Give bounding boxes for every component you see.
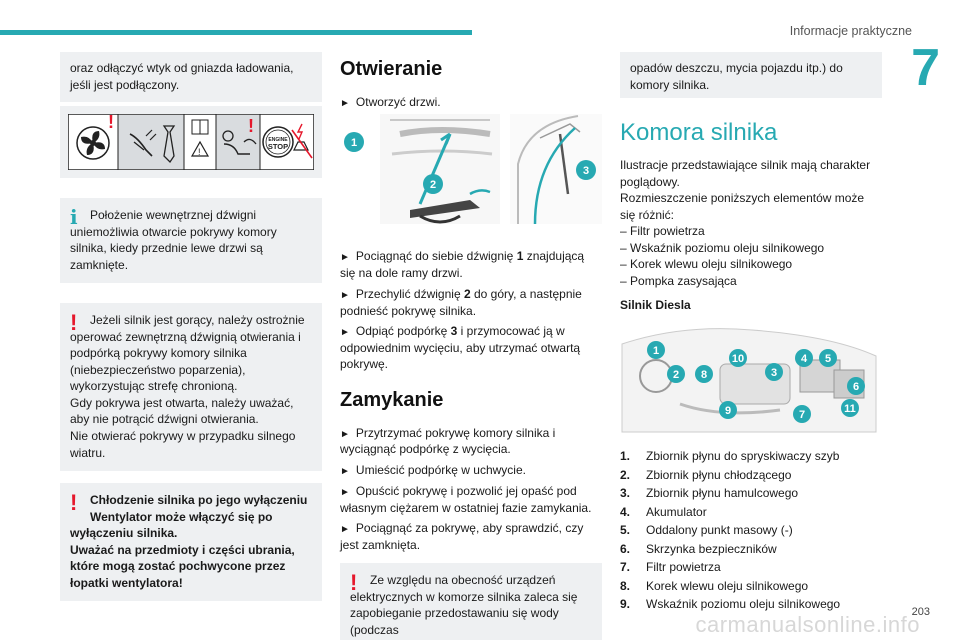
callout-engine-1 xyxy=(647,341,665,359)
fan-note-text-2: Uważać na przedmioty i części ubrania, które mogą zostać pochwycone przez łopatki wentylatora! xyxy=(70,542,295,590)
column-3 xyxy=(620,52,882,615)
svg-text:!: ! xyxy=(248,116,254,136)
warning-note-hot-engine xyxy=(60,303,322,471)
list-item: 2. Zbiornik płynu chłodzącego xyxy=(620,467,792,482)
svg-text:6: 6 xyxy=(852,381,860,394)
list-item: – Pompka zasysająca xyxy=(620,273,737,288)
opening-step-1: ► Pociągnąć do siebie dźwignię 1 znajdującą się na dole ramy drzwi. xyxy=(340,249,585,281)
arrow-right-icon: ► xyxy=(340,465,350,477)
warning-exclamation-icon: ! xyxy=(70,490,78,516)
svg-text:11: 11 xyxy=(844,403,856,416)
column-2 xyxy=(340,52,602,640)
heading-closing: Zamykanie xyxy=(340,388,444,411)
svg-text:!: ! xyxy=(108,114,114,132)
opening-step-2: ► Przechylić dźwignię 2 do góry, a następnie podnieść pokrywę silnika. xyxy=(340,286,582,318)
callout-engine-7 xyxy=(793,405,811,423)
opening-step-3: ► Odpiąć podpórkę 3 i przymocować ją w odpowiednim wycięciu, aby utrzymać otwartą pokrywę. xyxy=(340,324,581,372)
engine-intro-2: Rozmieszczenie poniższych elementów może się różnić: xyxy=(620,191,865,222)
callout-engine-2 xyxy=(667,365,685,383)
list-item: 3. Zbiornik płynu hamulcowego xyxy=(620,486,799,501)
list-item: 8. Korek wlewu oleju silnikowego xyxy=(620,578,809,593)
callout-engine-11 xyxy=(841,399,859,417)
continued-warning-box xyxy=(620,52,882,98)
list-item: 5. Oddalony punkt masowy (-) xyxy=(620,523,793,538)
column-1 xyxy=(60,52,322,601)
svg-text:9: 9 xyxy=(724,405,732,418)
continued-warning-text: opadów deszczu, mycia pojazdu itp.) do komory silnika. xyxy=(630,61,843,92)
warning-pictograms xyxy=(68,114,314,170)
list-item: – Korek wlewu oleju silnikowego xyxy=(620,257,793,272)
svg-text:5: 5 xyxy=(824,353,832,366)
intro-text: oraz odłączyć wtyk od gniazda ładowania, jeśli jest podłączony. xyxy=(70,61,294,92)
opening-step-0: ► Otworzyć drzwi. xyxy=(340,94,441,109)
svg-text:8: 8 xyxy=(700,369,708,382)
warning-exclamation-icon: ! xyxy=(350,570,358,596)
section-title: Informacje praktyczne xyxy=(789,24,912,38)
callout-3 xyxy=(576,160,596,180)
closing-step-3: ► Opuścić pokrywę i pozwolić jej opaść pod własnym ciężarem w ostatniej fazie zamykania. xyxy=(340,483,592,515)
svg-text:3: 3 xyxy=(582,165,590,178)
warning-note-fan xyxy=(60,483,322,601)
arrow-right-icon: ► xyxy=(340,428,350,440)
info-icon: i xyxy=(70,205,78,229)
chapter-number: 7 xyxy=(911,39,940,97)
warning-exclamation-icon: ! xyxy=(70,310,78,336)
engine-stop-icon xyxy=(263,127,293,157)
list-item: 1. Zbiornik płynu do spryskiwaczy szyb xyxy=(620,449,840,464)
callout-engine-5 xyxy=(819,349,837,367)
diesel-engine-illustration xyxy=(620,324,882,434)
fan-note-text-1: Wentylator może włączyć się po wyłączeniu silnika. xyxy=(70,509,273,541)
arrow-right-icon: ► xyxy=(340,289,350,301)
continued-text-box xyxy=(60,52,322,102)
warning-note-text-3: Nie otwierać pokrywy w przypadku silnego wiatru. xyxy=(70,429,296,460)
svg-text:!: ! xyxy=(198,147,201,157)
arrow-right-icon: ► xyxy=(340,97,350,109)
list-item: 4. Akumulator xyxy=(620,504,707,519)
callout-engine-9 xyxy=(719,401,737,419)
closing-step-1: ► Przytrzymać pokrywę komory silnika i wyciągnąć podpórkę z wycięcia. xyxy=(340,425,556,457)
info-note-text: Położenie wewnętrznej dźwigni uniemożliwia otwarcie pokrywy komory silnika, kiedy przednie lewe drzwi są zamknięte. xyxy=(70,208,277,272)
closing-step-2: ► Umieścić podpórkę w uchwycie. xyxy=(340,462,526,477)
heading-diesel: Silnik Diesla xyxy=(620,298,691,313)
svg-text:3: 3 xyxy=(770,367,778,380)
svg-text:1: 1 xyxy=(652,345,660,358)
engine-label-line2: STOP xyxy=(267,142,289,151)
callout-engine-8 xyxy=(695,365,713,383)
arrow-right-icon: ► xyxy=(340,327,350,339)
arrow-right-icon: ► xyxy=(340,252,350,264)
callout-engine-6 xyxy=(847,377,865,395)
callout-engine-4 xyxy=(795,349,813,367)
callout-2 xyxy=(423,174,443,194)
header-accent-bar xyxy=(0,30,472,35)
engine-label-line1: ENGINE xyxy=(268,137,288,143)
warning-pictogram-strip xyxy=(60,106,322,178)
callout-engine-10 xyxy=(729,349,747,367)
list-item: 6. Skrzynka bezpieczników xyxy=(620,541,777,556)
list-item: – Wskaźnik poziomu oleju silnikowego xyxy=(620,240,825,255)
engine-element-list xyxy=(620,223,882,289)
arrow-right-icon: ► xyxy=(340,524,350,536)
engine-components-list xyxy=(620,448,882,613)
footer-watermark: carmanualsonline.info xyxy=(695,612,920,637)
list-item: – Filtr powietrza xyxy=(620,224,705,239)
heading-opening: Otwieranie xyxy=(340,58,443,80)
svg-text:7: 7 xyxy=(798,409,806,422)
svg-text:4: 4 xyxy=(800,353,808,366)
engine-intro: Ilustracje przedstawiające silnik mają charakter poglądowy. xyxy=(620,158,871,189)
warning-note-water xyxy=(340,563,602,640)
svg-text:2: 2 xyxy=(672,369,680,382)
page-number: 203 xyxy=(911,606,930,618)
water-warning-text: Ze względu na obecność urządzeń elektrycznych w komorze silnika zaleca się zapobieganie przedostawaniu się wody (podczas xyxy=(350,573,578,638)
callout-engine-3 xyxy=(765,363,783,381)
hood-opening-illustration xyxy=(340,114,602,240)
warning-note-text-2: Gdy pokrywa jest otwarta, należy uważać, aby nie potrącić dźwigni otwierania. xyxy=(70,395,294,427)
list-item: 7. Filtr powietrza xyxy=(620,560,721,575)
closing-step-4: ► Pociągnąć za pokrywę, aby sprawdzić, czy jest zamknięta. xyxy=(340,521,584,552)
warning-note-text-1: Jeżeli silnik jest gorący, należy ostrożnie operować zewnętrzną dźwignią otwierania i podpórką pokrywy komory silnika (niebezpieczeństwo poparzenia), wykorzystując strefę chronioną. xyxy=(70,313,305,394)
heading-engine-compartment: Komora silnika xyxy=(620,119,778,146)
svg-text:2: 2 xyxy=(429,179,437,192)
svg-text:10: 10 xyxy=(731,353,745,366)
list-item: 9. Wskaźnik poziomu oleju silnikowego xyxy=(620,597,841,612)
callout-1 xyxy=(344,132,364,152)
info-note-lever-position xyxy=(60,198,322,283)
arrow-right-icon: ► xyxy=(340,486,350,498)
fan-note-title: Chłodzenie silnika po jego wyłączeniu xyxy=(90,493,308,508)
svg-text:1: 1 xyxy=(350,137,358,150)
